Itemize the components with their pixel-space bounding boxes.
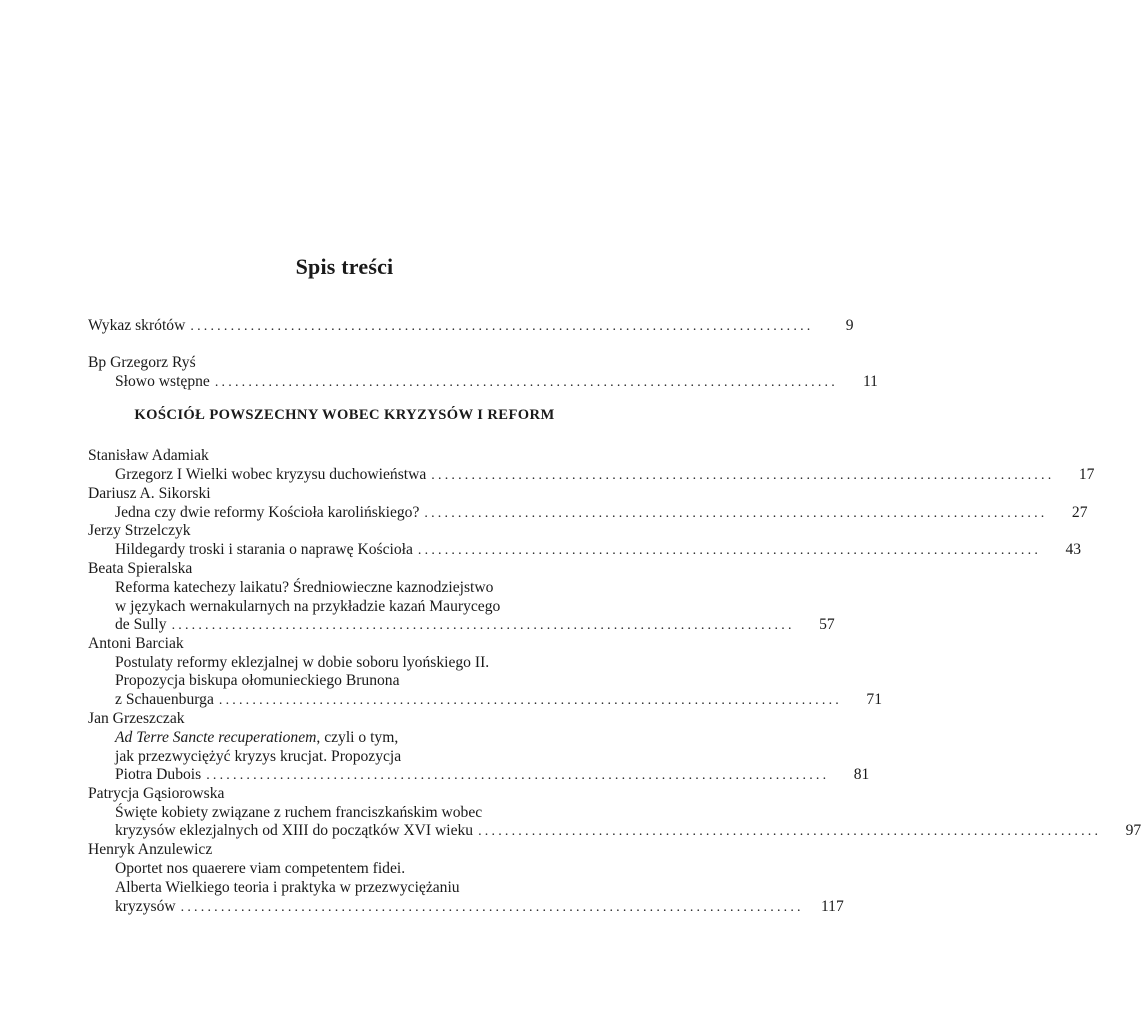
toc-entry-title-line: Postulaty reformy eklezjalnej w dobie soboru lyońskiego II. — [115, 654, 490, 671]
toc-entry-title-line — [115, 728, 586, 747]
toc-entry — [115, 897, 844, 916]
toc-entry-title-line: kryzysów — [115, 898, 176, 915]
leader-dots: ............................................................................................. — [214, 375, 838, 390]
toc-entry — [115, 821, 1141, 840]
page-number: 11 — [862, 373, 878, 390]
page-number: 71 — [866, 691, 882, 708]
toc-author: Patrycja Gąsiorowska — [88, 785, 225, 802]
toc-entry-title: Słowo wstępne — [115, 373, 210, 390]
toc-author: Henryk Anzulewicz — [88, 841, 213, 858]
toc-entry-foreword — [115, 372, 878, 391]
toc-author: Jan Grzeszczak — [88, 710, 185, 727]
toc-entry-title: Grzegorz I Wielki wobec kryzysu duchowieństwa — [115, 466, 427, 483]
page-number: 27 — [1071, 504, 1088, 521]
page-number: 81 — [853, 766, 870, 783]
toc-entry-title-line: Propozycja biskupa ołomunieckiego Brunona — [115, 672, 400, 689]
toc-entry — [115, 765, 870, 784]
page-title: Spis treści — [295, 254, 394, 279]
toc-entry — [115, 615, 835, 634]
toc-entry-title-line: kryzysów eklezjalnych od XIII do początków XVI wieku — [115, 822, 474, 839]
page-number: 117 — [820, 898, 844, 915]
toc-entry-title-line: jak przezwyciężyć kryzys krucjat. Propozycja — [115, 748, 402, 765]
toc-entry — [115, 540, 1082, 559]
toc-entry-abbreviations — [88, 316, 854, 335]
italic-title: Oportet nos quaerere viam competentem fidei. — [115, 860, 406, 877]
leader-dots: ............................................................................................. — [206, 768, 830, 783]
toc-entry — [115, 690, 882, 709]
toc-entry — [115, 465, 1095, 484]
toc-entry-title-line: Piotra Dubois — [115, 766, 202, 783]
toc-author: Stanisław Adamiak — [88, 447, 209, 464]
toc-entry-title: Hildegardy troski i starania o naprawę Kościoła — [115, 541, 413, 558]
page-number: 97 — [1125, 822, 1141, 839]
toc-author: Antoni Barciak — [88, 635, 184, 652]
leader-dots: ............................................................................................. — [478, 824, 1102, 839]
page-number: 17 — [1078, 466, 1095, 483]
toc-entry-title-line: Alberta Wielkiego teoria i praktyka w przezwyciężaniu — [115, 879, 460, 896]
title-rest: , czyli o tym, — [316, 729, 399, 746]
toc-entry-title-line: w językach wernakularnych na przykładzie kazań Maurycego — [115, 598, 501, 615]
toc-author: Jerzy Strzelczyk — [88, 522, 191, 539]
toc-author: Beata Spieralska — [88, 560, 193, 577]
toc-entry-title: Jedna czy dwie reformy Kościoła karolińskiego? — [115, 504, 420, 521]
toc-author: Bp Grzegorz Ryś — [88, 354, 196, 371]
section-heading: KOŚCIÓŁ POWSZECHNY WOBEC KRYZYSÓW I REFORM — [134, 407, 555, 423]
toc-author: Dariusz A. Sikorski — [88, 485, 211, 502]
toc-entry-title: Wykaz skrótów — [88, 317, 186, 334]
toc-entry-title-line: Święte kobiety związane z ruchem franciszkańskim wobec — [115, 804, 483, 821]
leader-dots: ............................................................................................. — [171, 618, 795, 633]
page-number: 57 — [819, 616, 835, 633]
toc-entry-title-line: de Sully — [115, 616, 167, 633]
leader-dots: ............................................................................................. — [417, 543, 1042, 558]
page-number: 43 — [1065, 541, 1082, 558]
leader-dots: ............................................................................................. — [180, 900, 804, 915]
toc-entry-title-line: z Schauenburga — [115, 691, 214, 708]
leader-dots: ............................................................................................. — [424, 506, 1048, 521]
leader-dots: ............................................................................................. — [190, 319, 814, 334]
leader-dots: ............................................................................................. — [218, 693, 842, 708]
page-number: 9 — [845, 317, 854, 334]
italic-title: Ad Terre Sancte recuperationem — [115, 729, 317, 746]
toc-entry-title-line: Reforma katechezy laikatu? Średniowieczne kaznodziejstwo — [115, 579, 494, 596]
leader-dots: ............................................................................................. — [431, 468, 1055, 483]
toc-entry — [115, 503, 1088, 522]
